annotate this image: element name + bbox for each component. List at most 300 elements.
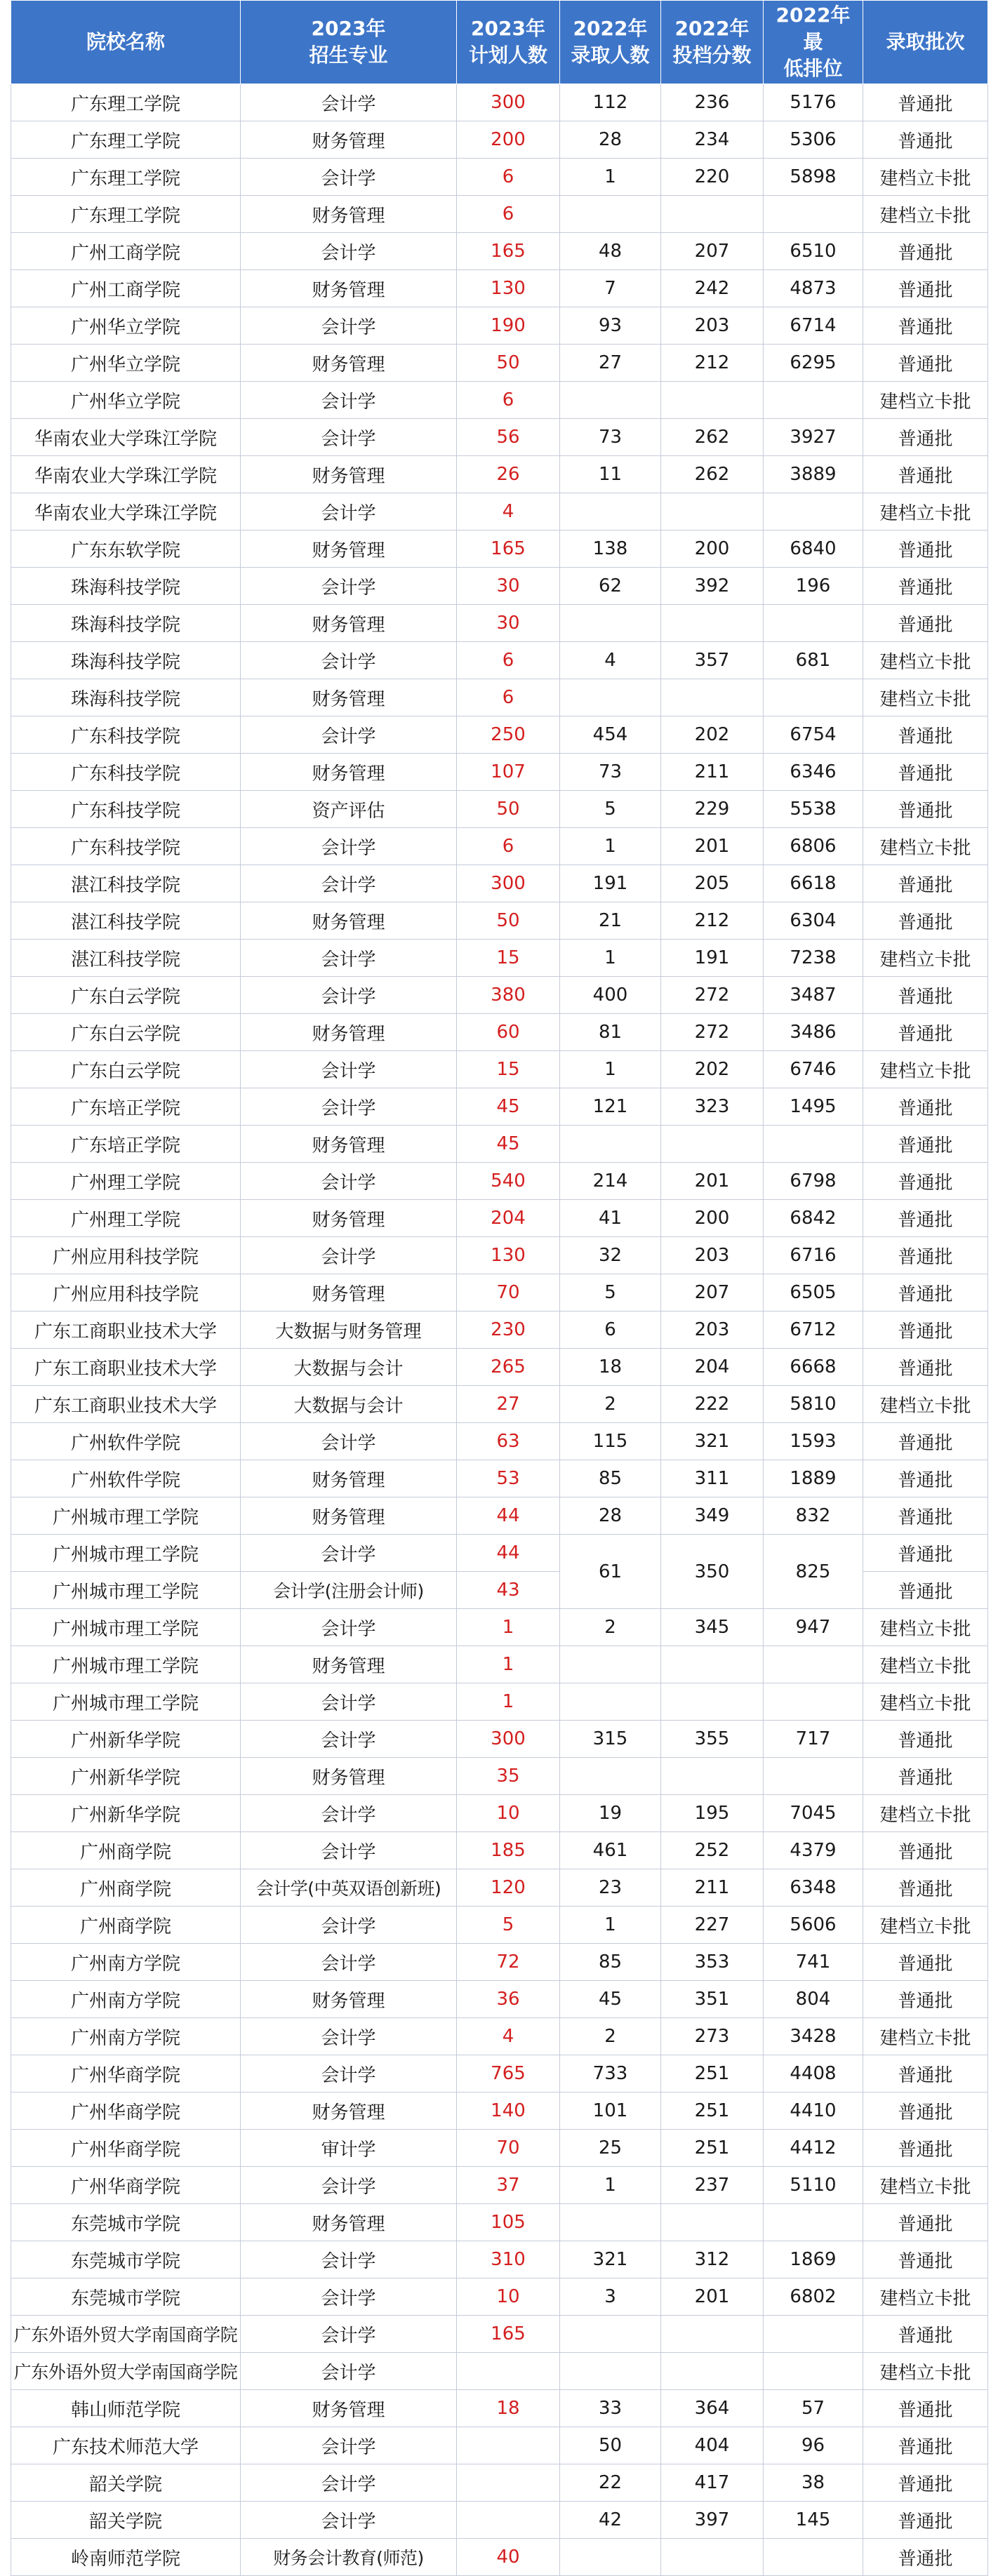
plan-cell: 140 (457, 2093, 560, 2130)
major-cell: 财务管理 (241, 1981, 457, 2018)
plan-cell (457, 2502, 560, 2539)
rank-cell (764, 493, 863, 530)
plan-cell: 6 (457, 828, 560, 865)
plan-cell: 120 (457, 1869, 560, 1907)
table-row (11, 1981, 988, 2018)
score-cell: 251 (661, 2130, 764, 2167)
major-cell: 会计学 (241, 2502, 457, 2539)
admitted-cell: 191 (560, 865, 661, 902)
plan-cell: 10 (457, 1795, 560, 1832)
score-cell: 237 (661, 2167, 764, 2204)
plan-cell: 50 (457, 902, 560, 940)
batch-cell: 普通批 (863, 270, 988, 307)
school-cell: 广州华商学院 (11, 2055, 241, 2093)
school-cell: 广州商学院 (11, 1832, 241, 1869)
score-cell: 404 (661, 2427, 764, 2464)
school-cell: 广州工商学院 (11, 233, 241, 270)
school-cell: 广州工商学院 (11, 270, 241, 307)
school-cell: 珠海科技学院 (11, 568, 241, 605)
score-cell: 195 (661, 1795, 764, 1832)
admitted-cell: 25 (560, 2130, 661, 2167)
major-cell: 会计学 (241, 2167, 457, 2204)
batch-cell: 普通批 (863, 754, 988, 791)
admitted-cell (560, 605, 661, 642)
plan-cell: 200 (457, 121, 560, 159)
major-cell: 会计学 (241, 1907, 457, 1944)
major-cell: 大数据与会计 (241, 1349, 457, 1386)
school-cell: 广州城市理工学院 (11, 1535, 241, 1572)
batch-cell: 建档立卡批 (863, 196, 988, 233)
rank-cell: 57 (764, 2390, 863, 2427)
school-cell: 广州软件学院 (11, 1423, 241, 1460)
score-cell (661, 2539, 764, 2576)
table-row (11, 1497, 988, 1535)
school-cell: 广州城市理工学院 (11, 1683, 241, 1721)
plan-cell: 230 (457, 1312, 560, 1349)
header-admitted: 2022年 录取人数 (560, 1, 661, 84)
table-row (11, 2241, 988, 2278)
batch-cell: 建档立卡批 (863, 1646, 988, 1683)
admitted-cell: 48 (560, 233, 661, 270)
school-cell: 韶关学院 (11, 2464, 241, 2502)
admitted-cell: 62 (560, 568, 661, 605)
batch-cell: 建档立卡批 (863, 493, 988, 530)
school-cell: 华南农业大学珠江学院 (11, 419, 241, 456)
school-cell: 广东外语外贸大学南国商学院 (11, 2316, 241, 2353)
major-cell: 会计学 (241, 1832, 457, 1869)
batch-cell: 普通批 (863, 1312, 988, 1349)
rank-cell: 4379 (764, 1832, 863, 1869)
plan-cell: 63 (457, 1423, 560, 1460)
batch-cell: 普通批 (863, 1832, 988, 1869)
major-cell: 会计学 (241, 1088, 457, 1126)
admitted-cell: 1 (560, 159, 661, 196)
table-row (11, 1386, 988, 1423)
plan-cell: 15 (457, 940, 560, 977)
batch-cell: 普通批 (863, 419, 988, 456)
major-cell: 会计学(中英双语创新班) (241, 1869, 457, 1907)
school-cell: 广州商学院 (11, 1907, 241, 1944)
score-cell: 357 (661, 642, 764, 679)
rank-cell (764, 1126, 863, 1163)
school-cell: 广州新华学院 (11, 1721, 241, 1758)
batch-cell: 建档立卡批 (863, 382, 988, 419)
plan-cell: 265 (457, 1349, 560, 1386)
rank-cell: 5538 (764, 791, 863, 828)
major-cell: 财务管理 (241, 2390, 457, 2427)
batch-cell: 普通批 (863, 1200, 988, 1237)
score-cell: 207 (661, 233, 764, 270)
major-cell: 会计学 (241, 1051, 457, 1088)
table-row (11, 1312, 988, 1349)
rank-cell: 947 (764, 1609, 863, 1646)
batch-cell: 普通批 (863, 1981, 988, 2018)
admitted-cell: 1 (560, 1051, 661, 1088)
score-cell: 220 (661, 159, 764, 196)
major-cell: 大数据与财务管理 (241, 1312, 457, 1349)
score-cell: 262 (661, 456, 764, 493)
score-cell (661, 196, 764, 233)
rank-cell: 6510 (764, 233, 863, 270)
batch-cell: 建档立卡批 (863, 159, 988, 196)
admitted-cell: 41 (560, 1200, 661, 1237)
table-row (11, 84, 988, 121)
rank-cell: 3889 (764, 456, 863, 493)
major-cell: 会计学 (241, 1237, 457, 1274)
rank-cell: 5810 (764, 1386, 863, 1423)
rank-cell (764, 2316, 863, 2353)
admitted-cell: 4 (560, 642, 661, 679)
score-cell: 200 (661, 530, 764, 568)
admitted-cell: 5 (560, 791, 661, 828)
major-cell: 财务管理 (241, 1646, 457, 1683)
admitted-cell: 2 (560, 1386, 661, 1423)
major-cell: 审计学 (241, 2130, 457, 2167)
major-cell: 会计学 (241, 419, 457, 456)
major-cell: 财务管理 (241, 2093, 457, 2130)
rank-cell: 7045 (764, 1795, 863, 1832)
table-row (11, 2502, 988, 2539)
plan-cell: 70 (457, 2130, 560, 2167)
school-cell: 广州商学院 (11, 1869, 241, 1907)
school-cell: 东莞城市学院 (11, 2278, 241, 2316)
table-row (11, 1758, 988, 1795)
school-cell: 广州城市理工学院 (11, 1646, 241, 1683)
batch-cell: 建档立卡批 (863, 2018, 988, 2055)
batch-cell: 建档立卡批 (863, 1386, 988, 1423)
batch-cell: 普通批 (863, 2241, 988, 2278)
major-cell: 会计学 (241, 977, 457, 1014)
admission-table (11, 0, 988, 2576)
rank-cell: 4873 (764, 270, 863, 307)
school-cell: 广东科技学院 (11, 791, 241, 828)
table-row (11, 1869, 988, 1907)
admitted-cell: 19 (560, 1795, 661, 1832)
score-cell: 201 (661, 1163, 764, 1200)
admitted-cell (560, 2353, 661, 2390)
score-cell: 211 (661, 1869, 764, 1907)
school-cell: 东莞城市学院 (11, 2241, 241, 2278)
school-cell: 广东科技学院 (11, 828, 241, 865)
school-cell: 韶关学院 (11, 2502, 241, 2539)
rank-cell: 681 (764, 642, 863, 679)
admitted-cell: 21 (560, 902, 661, 940)
table-row (11, 1126, 988, 1163)
rank-cell (764, 1683, 863, 1721)
school-cell: 广州理工学院 (11, 1163, 241, 1200)
score-cell: 273 (661, 2018, 764, 2055)
major-cell: 会计学 (241, 2055, 457, 2093)
table-row (11, 2167, 988, 2204)
batch-cell: 普通批 (863, 2427, 988, 2464)
major-cell: 会计学 (241, 828, 457, 865)
score-cell (661, 2353, 764, 2390)
plan-cell: 250 (457, 716, 560, 754)
score-cell: 202 (661, 1051, 764, 1088)
rank-cell: 4408 (764, 2055, 863, 2093)
score-cell: 222 (661, 1386, 764, 1423)
plan-cell: 26 (457, 456, 560, 493)
major-cell: 会计学 (241, 865, 457, 902)
score-cell: 211 (661, 754, 764, 791)
rank-cell: 6712 (764, 1312, 863, 1349)
score-cell: 202 (661, 716, 764, 754)
rank-cell: 825 (764, 1535, 863, 1609)
rank-cell: 6348 (764, 1869, 863, 1907)
major-cell: 会计学 (241, 159, 457, 196)
school-cell: 珠海科技学院 (11, 605, 241, 642)
admitted-cell (560, 2204, 661, 2241)
score-cell: 227 (661, 1907, 764, 1944)
plan-cell: 185 (457, 1832, 560, 1869)
rank-cell: 196 (764, 568, 863, 605)
score-cell: 311 (661, 1460, 764, 1497)
table-row (11, 605, 988, 642)
major-cell: 财务管理 (241, 196, 457, 233)
plan-cell: 165 (457, 2316, 560, 2353)
table-row (11, 977, 988, 1014)
school-cell: 广州华商学院 (11, 2093, 241, 2130)
rank-cell: 6842 (764, 1200, 863, 1237)
major-cell: 会计学 (241, 716, 457, 754)
plan-cell: 165 (457, 530, 560, 568)
school-cell: 广东外语外贸大学南国商学院 (11, 2353, 241, 2390)
batch-cell: 普通批 (863, 1535, 988, 1572)
admitted-cell: 45 (560, 1981, 661, 2018)
rank-cell: 4410 (764, 2093, 863, 2130)
batch-cell: 普通批 (863, 307, 988, 345)
rank-cell: 5898 (764, 159, 863, 196)
rank-cell: 6840 (764, 530, 863, 568)
major-cell: 财务管理 (241, 1274, 457, 1312)
header-major: 2023年 招生专业 (241, 1, 457, 84)
admitted-cell: 400 (560, 977, 661, 1014)
rank-cell: 804 (764, 1981, 863, 2018)
table-row (11, 1349, 988, 1386)
plan-cell: 107 (457, 754, 560, 791)
plan-cell: 45 (457, 1088, 560, 1126)
admitted-cell: 61 (560, 1535, 661, 1609)
school-cell: 广东工商职业技术大学 (11, 1312, 241, 1349)
rank-cell: 6806 (764, 828, 863, 865)
plan-cell: 35 (457, 1758, 560, 1795)
major-cell: 财务管理 (241, 345, 457, 382)
rank-cell: 5110 (764, 2167, 863, 2204)
score-cell: 397 (661, 2502, 764, 2539)
admitted-cell: 112 (560, 84, 661, 121)
batch-cell: 普通批 (863, 2093, 988, 2130)
table-row (11, 716, 988, 754)
table-row (11, 2278, 988, 2316)
score-cell (661, 605, 764, 642)
rank-cell: 717 (764, 1721, 863, 1758)
table-row (11, 1907, 988, 1944)
major-cell: 会计学 (241, 2278, 457, 2316)
admitted-cell: 454 (560, 716, 661, 754)
batch-cell: 普通批 (863, 2539, 988, 2576)
score-cell: 203 (661, 307, 764, 345)
table-row (11, 1795, 988, 1832)
rank-cell: 1495 (764, 1088, 863, 1126)
plan-cell: 4 (457, 2018, 560, 2055)
table-row (11, 196, 988, 233)
plan-cell: 165 (457, 233, 560, 270)
batch-cell: 普通批 (863, 977, 988, 1014)
score-cell: 205 (661, 865, 764, 902)
rank-cell: 741 (764, 1944, 863, 1981)
table-row (11, 1200, 988, 1237)
admitted-cell: 1 (560, 828, 661, 865)
header-plan: 2023年 计划人数 (457, 1, 560, 84)
admitted-cell: 101 (560, 2093, 661, 2130)
table-row (11, 307, 988, 345)
rank-cell: 1869 (764, 2241, 863, 2278)
table-row (11, 1944, 988, 1981)
score-cell: 312 (661, 2241, 764, 2278)
score-cell: 392 (661, 568, 764, 605)
batch-cell: 普通批 (863, 1163, 988, 1200)
score-cell: 350 (661, 1535, 764, 1609)
major-cell: 财务管理 (241, 1014, 457, 1051)
table-row (11, 1460, 988, 1497)
score-cell: 417 (661, 2464, 764, 2502)
plan-cell: 10 (457, 2278, 560, 2316)
batch-cell: 普通批 (863, 2130, 988, 2167)
table-row (11, 568, 988, 605)
school-cell: 广东白云学院 (11, 1051, 241, 1088)
batch-cell: 普通批 (863, 568, 988, 605)
major-cell: 会计学 (241, 2464, 457, 2502)
plan-cell: 204 (457, 1200, 560, 1237)
school-cell: 广州城市理工学院 (11, 1572, 241, 1609)
major-cell: 财务管理 (241, 530, 457, 568)
table-row (11, 233, 988, 270)
header-row (11, 1, 988, 84)
admitted-cell (560, 2539, 661, 2576)
admitted-cell (560, 1126, 661, 1163)
batch-cell: 建档立卡批 (863, 940, 988, 977)
major-cell: 会计学 (241, 2018, 457, 2055)
major-cell: 会计学 (241, 2241, 457, 2278)
school-cell: 广东科技学院 (11, 716, 241, 754)
plan-cell: 15 (457, 1051, 560, 1088)
school-cell: 广东东软学院 (11, 530, 241, 568)
plan-cell: 40 (457, 2539, 560, 2576)
plan-cell: 50 (457, 791, 560, 828)
table-row (11, 1237, 988, 1274)
plan-cell: 300 (457, 1721, 560, 1758)
admitted-cell: 733 (560, 2055, 661, 2093)
plan-cell: 105 (457, 2204, 560, 2241)
table-row (11, 902, 988, 940)
school-cell: 广东科技学院 (11, 754, 241, 791)
score-cell: 207 (661, 1274, 764, 1312)
table-row (11, 493, 988, 530)
plan-cell: 44 (457, 1497, 560, 1535)
major-cell: 财务管理 (241, 1758, 457, 1795)
major-cell: 会计学 (241, 1423, 457, 1460)
table-row (11, 754, 988, 791)
score-cell: 201 (661, 2278, 764, 2316)
school-cell: 广州南方学院 (11, 1944, 241, 1981)
batch-cell: 建档立卡批 (863, 2278, 988, 2316)
major-cell: 会计学 (241, 1944, 457, 1981)
batch-cell: 普通批 (863, 2204, 988, 2241)
batch-cell: 普通批 (863, 1460, 988, 1497)
rank-cell: 6802 (764, 2278, 863, 2316)
table-row (11, 1609, 988, 1646)
rank-cell (764, 382, 863, 419)
school-cell: 广州软件学院 (11, 1460, 241, 1497)
batch-cell: 建档立卡批 (863, 1907, 988, 1944)
table-row (11, 2390, 988, 2427)
batch-cell: 普通批 (863, 530, 988, 568)
admitted-cell: 73 (560, 754, 661, 791)
rank-cell: 6505 (764, 1274, 863, 1312)
admitted-cell: 5 (560, 1274, 661, 1312)
table-row (11, 828, 988, 865)
batch-cell: 普通批 (863, 1497, 988, 1535)
school-cell: 广东理工学院 (11, 196, 241, 233)
plan-cell: 36 (457, 1981, 560, 2018)
admitted-cell: 115 (560, 1423, 661, 1460)
table-row (11, 382, 988, 419)
school-cell: 广东理工学院 (11, 84, 241, 121)
school-cell: 华南农业大学珠江学院 (11, 456, 241, 493)
table-row (11, 1274, 988, 1312)
rank-cell: 6346 (764, 754, 863, 791)
rank-cell: 7238 (764, 940, 863, 977)
admitted-cell (560, 382, 661, 419)
plan-cell: 6 (457, 679, 560, 716)
major-cell: 财务管理 (241, 270, 457, 307)
major-cell: 财务管理 (241, 605, 457, 642)
school-cell: 广东白云学院 (11, 1014, 241, 1051)
rank-cell: 3927 (764, 419, 863, 456)
table-row (11, 642, 988, 679)
score-cell (661, 2316, 764, 2353)
admitted-cell: 321 (560, 2241, 661, 2278)
batch-cell: 普通批 (863, 1014, 988, 1051)
admitted-cell: 85 (560, 1944, 661, 1981)
school-cell: 广东白云学院 (11, 977, 241, 1014)
score-cell (661, 1758, 764, 1795)
school-cell: 广州华立学院 (11, 345, 241, 382)
batch-cell: 建档立卡批 (863, 679, 988, 716)
major-cell: 会计学 (241, 940, 457, 977)
admitted-cell: 461 (560, 1832, 661, 1869)
batch-cell: 普通批 (863, 121, 988, 159)
table-row (11, 2427, 988, 2464)
score-cell: 272 (661, 1014, 764, 1051)
table-row (11, 940, 988, 977)
admitted-cell: 2 (560, 2018, 661, 2055)
batch-cell: 普通批 (863, 865, 988, 902)
batch-cell: 普通批 (863, 1869, 988, 1907)
school-cell: 湛江科技学院 (11, 940, 241, 977)
score-cell: 191 (661, 940, 764, 977)
table-row (11, 865, 988, 902)
plan-cell: 72 (457, 1944, 560, 1981)
school-cell: 广东理工学院 (11, 159, 241, 196)
rank-cell: 3486 (764, 1014, 863, 1051)
table-row (11, 456, 988, 493)
plan-cell: 70 (457, 1274, 560, 1312)
school-cell: 广东技术师范大学 (11, 2427, 241, 2464)
table-row (11, 2539, 988, 2576)
score-cell: 353 (661, 1944, 764, 1981)
batch-cell: 普通批 (863, 1944, 988, 1981)
